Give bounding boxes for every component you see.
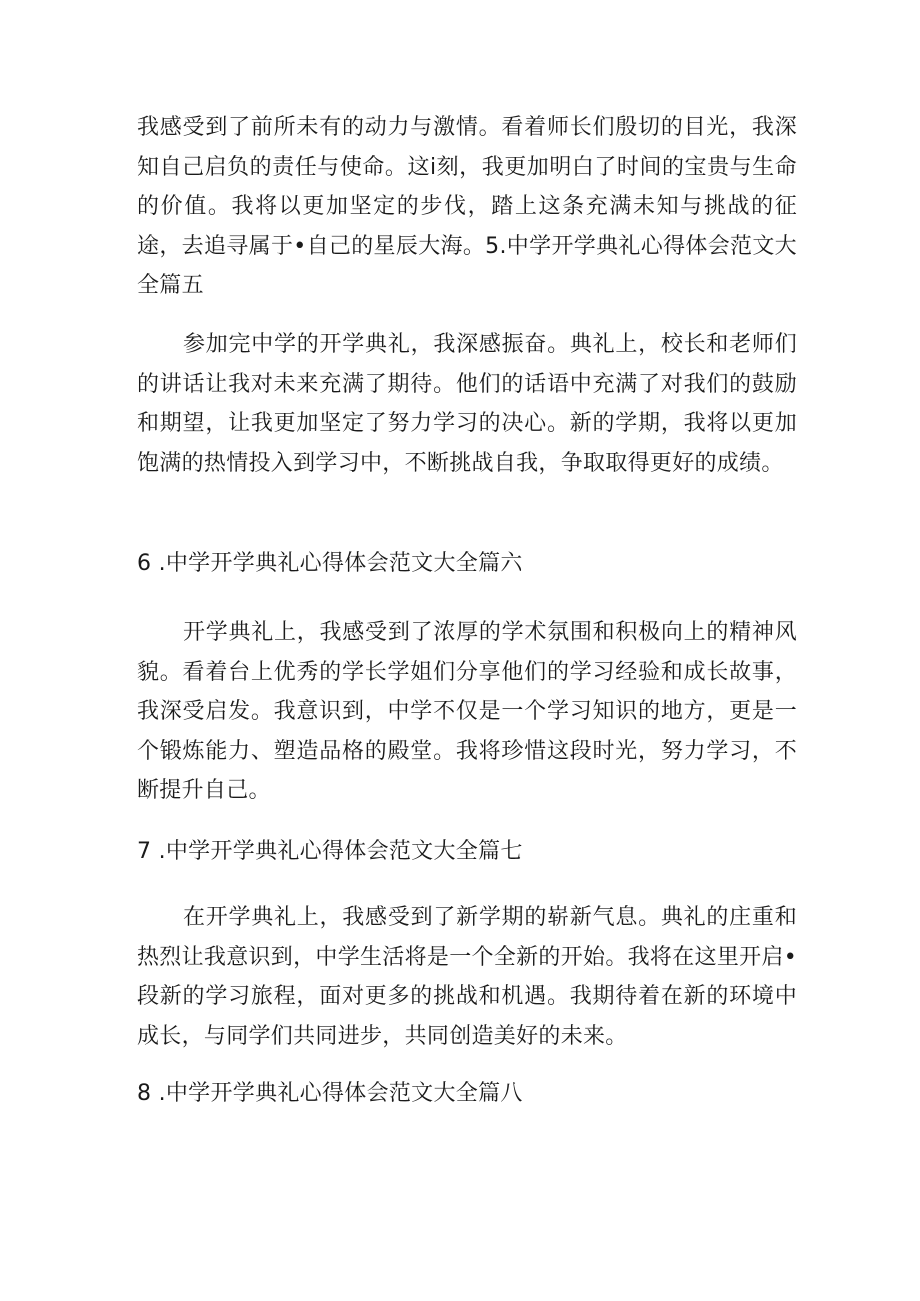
paragraph-section-5: 参加完中学的开学典礼，我深感振奋。典礼上，校长和老师们的讲话让我对未来充满了期待。他们的话语中充满了对我们的鼓励和期望，让我更加坚定了努力学习的决心。新的学期，我将以更加饱满的热情投入到学习中，不断挑战自我，争取取得更好的成绩。 [137, 332, 797, 476]
section-heading-6: 6 .中学开学典礼心得体会范文大全篇六 [137, 551, 523, 576]
paragraph-continued: 我感受到了前所未有的动力与激情。看着师长们殷切的目光，我深知自己启负的责任与使命。这i刻，我更加明白了时间的宝贵与生命的价值。我将以更加坚定的步伐，踏上这条充满未知与挑战的征途，去追寻属于•自己的星辰大海。5.中学开学典礼心得体会范文大全篇五 [137, 115, 797, 299]
paragraph-section-7: 在开学典礼上，我感受到了新学期的崭新气息。典礼的庄重和热烈让我意识到，中学生活将是一个全新的开始。我将在这里开启•段新的学习旅程，面对更多的挑战和机遇。我期待着在新的环境中成长，与同学们共同进步，共同创造美好的未来。 [137, 905, 797, 1049]
section-heading-8: 8 .中学开学典礼心得体会范文大全篇八 [137, 1081, 523, 1106]
paragraph-section-6: 开学典礼上，我感受到了浓厚的学术氛围和积极向上的精神风貌。看着台上优秀的学长学姐们分享他们的学习经验和成长故事，我深受启发。我意识到，中学不仅是一个学习知识的地方，更是一个锻炼能力、塑造品格的殿堂。我将珍惜这段时光，努力学习，不断提升自己。 [137, 620, 797, 804]
section-heading-7: 7 .中学开学典礼心得体会范文大全篇七 [137, 839, 523, 864]
